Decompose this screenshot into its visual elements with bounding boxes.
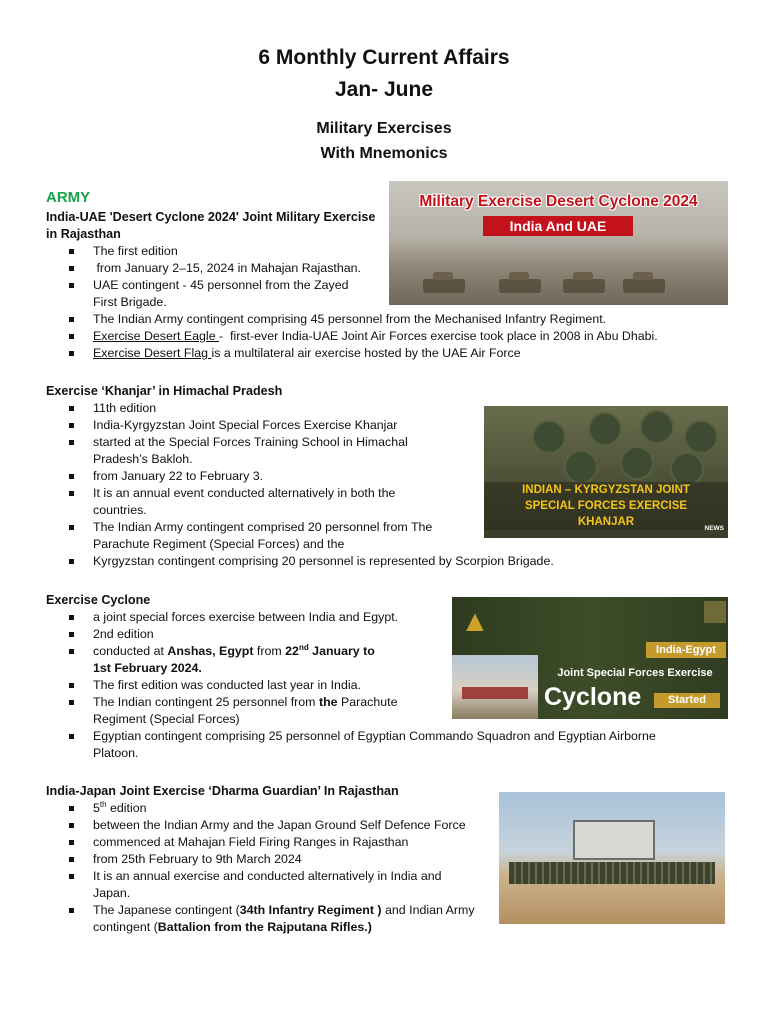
list-item <box>66 902 506 936</box>
list-item <box>66 345 686 362</box>
list-item-text: Egyptian contingent comprising 25 personnel of Egyptian Commando Squadron and Egyptian Airborne <box>93 729 656 743</box>
news-logo: NEWS <box>704 525 724 532</box>
list-item: The first edition was conducted last year in India. <box>66 677 706 694</box>
exercise-desert-flag-link[interactable]: Exercise Desert Flag <box>93 346 212 360</box>
list-item-text: The Indian contingent 25 personnel from <box>93 695 319 709</box>
list-item-text: Platoon. <box>93 746 139 760</box>
soldier-icon <box>532 420 566 454</box>
list-item <box>66 328 686 345</box>
tank-icon <box>423 279 465 293</box>
date-text: January to <box>308 644 375 658</box>
khanjar-banner-image <box>484 406 728 538</box>
bold-text: Battalion from the Rajputana Rifles.) <box>157 920 372 934</box>
list-item <box>66 868 506 902</box>
dharma-guardian-photo <box>499 792 725 924</box>
troops-formation-icon <box>509 862 715 884</box>
list-item-text: Pradesh’s Bakloh. <box>93 452 193 466</box>
exercise-desert-eagle-link[interactable]: Exercise Desert Eagle <box>93 329 220 343</box>
banner-caption-line: SPECIAL FORCES EXERCISE <box>524 500 688 512</box>
list-item <box>66 728 706 762</box>
date-suffix: nd <box>298 642 309 652</box>
list-item-text: and Indian Army <box>381 903 475 917</box>
list-item-text: conducted at <box>93 644 168 658</box>
list-item: from 25th February to 9th March 2024 <box>66 851 506 868</box>
soldier-icon <box>564 450 598 484</box>
section-title-dharma-guardian: India-Japan Joint Exercise ‘Dharma Guardian’ In Rajasthan <box>46 784 399 798</box>
edition-number: 5 <box>93 801 100 815</box>
bold-text: the <box>318 695 338 709</box>
list-item <box>66 800 506 817</box>
list-item-text: contingent ( <box>93 920 158 934</box>
egypt-eagle-emblem-icon: ▲ <box>460 605 490 638</box>
banner-caption-line: INDIAN – KYRGYZSTAN JOINT <box>522 484 690 496</box>
location-text: Anshas, Egypt <box>167 644 254 658</box>
page-title-line1: 6 Monthly Current Affairs <box>258 46 510 69</box>
list-item-text: It is an annual event conducted alternatively in both the <box>93 486 396 500</box>
list-item-text: Japan. <box>93 886 131 900</box>
banner-subtitle: India And UAE <box>483 216 633 236</box>
parade-stage-icon <box>462 687 528 699</box>
list-item: The first edition <box>66 243 686 260</box>
section-title-khanjar: Exercise ‘Khanjar’ in Himachal Pradesh <box>46 384 283 398</box>
bullet-list-dharma-guardian <box>66 800 506 936</box>
banner-status-badge: Started <box>654 693 720 708</box>
list-item-text: The Indian Army contingent comprised 20 personnel from The <box>93 520 433 534</box>
list-item-text: - first-ever India-UAE Joint Air Forces exercise took place in 2008 in Abu Dhabi. <box>219 329 658 343</box>
bold-text: 34th Infantry Regiment ) <box>239 903 382 917</box>
list-item-text: First Brigade. <box>93 295 167 309</box>
list-item: from January 22 to February 3. <box>66 468 686 485</box>
page-title-line2: Jan- June <box>334 78 434 101</box>
list-item-text: Regiment (Special Forces) <box>93 712 240 726</box>
list-item: commenced at Mahajan Field Firing Ranges in Rajasthan <box>66 834 506 851</box>
category-heading: ARMY <box>46 189 91 206</box>
tank-icon <box>499 279 541 293</box>
soldier-icon <box>588 412 622 446</box>
list-item-text: The Japanese contingent ( <box>93 903 240 917</box>
section-title-line: in Rajasthan <box>46 227 121 241</box>
banner-title: Cyclone <box>544 683 642 711</box>
list-item-text: Parachute <box>337 695 398 709</box>
subtitle-line1: Military Exercises <box>316 120 452 137</box>
soldier-icon <box>620 446 654 480</box>
list-item-text: started at the Special Forces Training School in Himachal <box>93 435 408 449</box>
section-title-desert-cyclone <box>46 209 375 243</box>
date-text: 1st February 2024. <box>93 661 202 675</box>
tank-icon <box>623 279 665 293</box>
list-item: from January 2–15, 2024 in Mahajan Rajasthan. <box>66 260 686 277</box>
desert-cyclone-banner-image <box>389 181 728 305</box>
date-text: 22 <box>285 644 299 658</box>
list-item: 11th edition <box>66 400 686 417</box>
banner-title: Military Exercise Desert Cyclone 2024 <box>419 193 698 210</box>
banner-caption <box>484 482 728 530</box>
soldier-icon <box>684 420 718 454</box>
soldier-icon <box>640 410 674 444</box>
soldier-icon <box>670 452 704 486</box>
list-item: a joint special forces exercise between India and Egypt. <box>66 609 706 626</box>
list-item-text: It is an annual exercise and conducted alternatively in India and <box>93 869 442 883</box>
list-item: between the Indian Army and the Japan Ground Self Defence Force <box>66 817 506 834</box>
banner-caption-line: KHANJAR <box>577 516 635 528</box>
list-item-text: Parachute Regiment (Special Forces) and the <box>93 537 345 551</box>
list-item-text: from <box>253 644 286 658</box>
banner-tag: India-Egypt <box>646 642 726 658</box>
parade-photo <box>452 655 538 719</box>
subtitle-line2: With Mnemonics <box>320 145 448 162</box>
edition-suffix: th <box>99 799 107 809</box>
list-item-text: countries. <box>93 503 147 517</box>
list-item-text: is a multilateral air exercise hosted by the UAE Air Force <box>211 346 521 360</box>
banner-subtitle: Joint Special Forces Exercise <box>557 667 713 679</box>
emblem-box-icon <box>704 601 726 623</box>
list-item: Kyrgyzstan contingent comprising 20 personnel is represented by Scorpion Brigade. <box>66 553 686 570</box>
list-item: India-Kyrgyzstan Joint Special Forces Exercise Khanjar <box>66 417 686 434</box>
section-title-cyclone: Exercise Cyclone <box>46 593 151 607</box>
list-item-text: edition <box>106 801 147 815</box>
list-item: The Indian Army contingent comprising 45 personnel from the Mechanised Infantry Regiment. <box>66 311 686 328</box>
section-title-line: India-UAE 'Desert Cyclone 2024' Joint Military Exercise <box>46 210 376 224</box>
tank-icon <box>563 279 605 293</box>
list-item: 2nd edition <box>66 626 706 643</box>
list-item-text: UAE contingent - 45 personnel from the Zayed <box>93 278 349 292</box>
cyclone-banner-image <box>452 597 728 719</box>
stage-structure-icon <box>573 820 655 860</box>
